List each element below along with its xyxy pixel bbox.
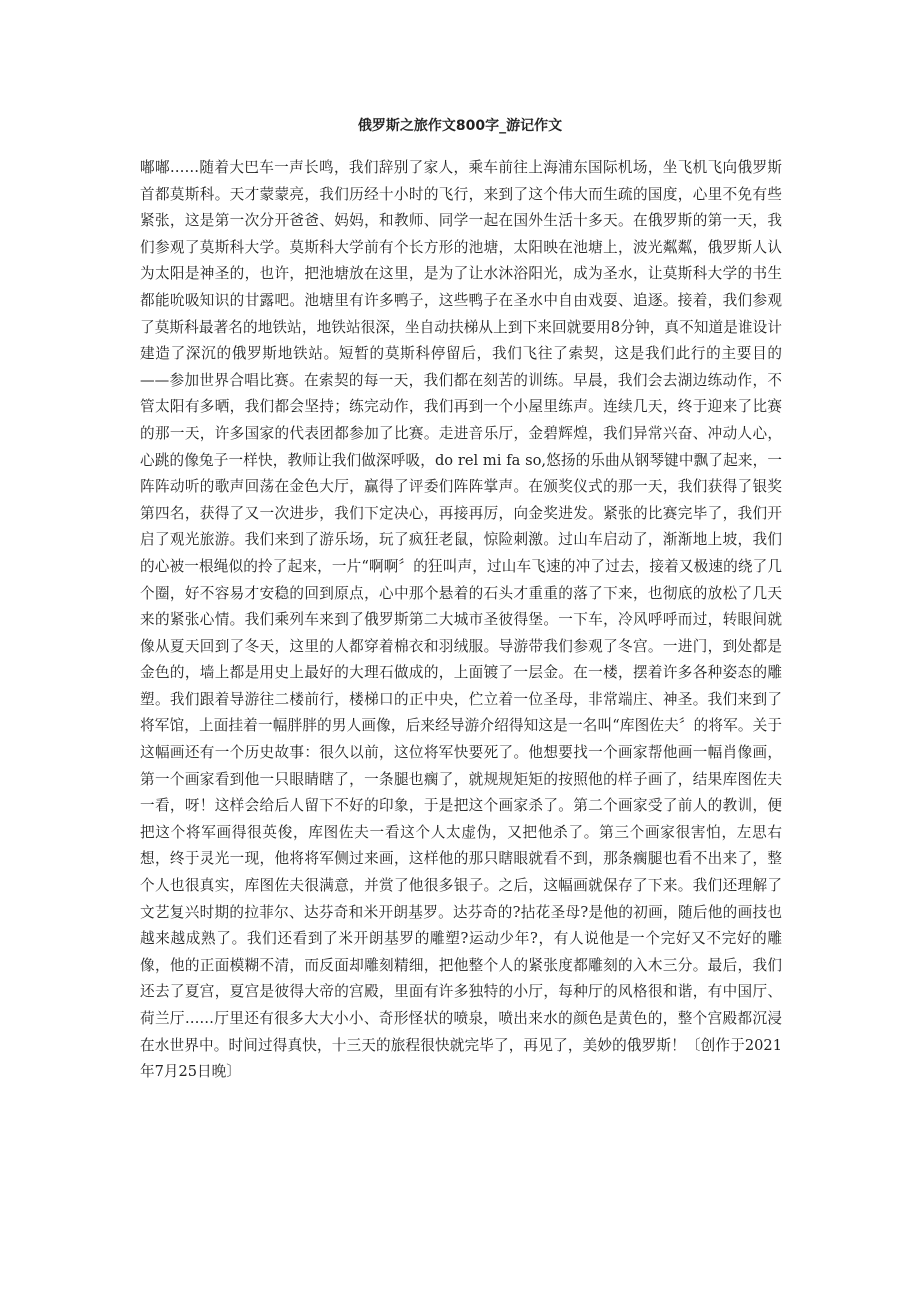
- document-title: 俄罗斯之旅作文800字_游记作文: [357, 118, 563, 134]
- document-body-paragraph: 嘟嘟……随着大巴车一声长鸣，我们辞别了家人，乘车前往上海浦东国际机场，坐飞机飞向俄罗斯首都莫斯科。天才蒙蒙亮，我们历经十小时的飞行，来到了这个伟大而生疏的国度，心里不免有些紧张，这是第一次分开爸爸、妈妈，和教师、同学一起在国外生活十多天。在俄罗斯的第一天，我们参观了莫斯科大学。莫斯科大学前有个长方形的池塘，太阳映在池塘上，波光粼粼，俄罗斯人认为太阳是神圣的，也许，把池塘放在这里，是为了让水沐浴阳光，成为圣水，让莫斯科大学的书生都能吮吸知识的甘露吧。池塘里有许多鸭子，这些鸭子在圣水中自由戏耍、追逐。接着，我们参观了莫斯科最著名的地铁站，地铁站很深，坐自动扶梯从上到下来回就要用8分钟，真不知道是谁设计建造了深沉的俄罗斯地铁站。短暂的莫斯科停留后，我们飞往了索契，这是我们此行的主要目的——参加世界合唱比赛。在索契的每一天，我们都在刻苦的训练。早晨，我们会去湖边练动作，不管太阳有多晒，我们都会坚持；练完动作，我们再到一个小屋里练声。连续几天，终于迎来了比赛的那一天，许多国家的代表团都参加了比赛。走进音乐厅，金碧辉煌，我们异常兴奋、冲动人心，心跳的像兔子一样快，教师让我们做深呼吸，do rel mi fa so,悠扬的乐曲从钢琴键中飘了起来，一阵阵动听的歌声回荡在金色大厅，赢得了评委们阵阵掌声。在颁奖仪式的那一天，我们获得了银奖第四名，获得了又一次进步，我们下定决心，再接再厉，向金奖进发。紧张的比赛完毕了，我们开启了观光旅游。我们来到了游乐场，玩了疯狂老鼠，惊险刺激。过山车启动了，渐渐地上坡，我们的心被一根绳似的拎了起来，一片“啊啊〞的狂叫声，过山车飞速的冲了过去，接着又极速的绕了几个圈，好不容易才安稳的回到原点，心中那个悬着的石头才重重的落了下来，也彻底的放松了几天来的紧张心情。我们乘列车来到了俄罗斯第二大城市圣彼得堡。一下车，冷风呼呼而过，转眼间就像从夏天回到了冬天，这里的人都穿着棉衣和羽绒服。导游带我们参观了冬宫。一进门，到处都是金色的，墙上都是用史上最好的大理石做成的，上面镀了一层金。在一楼，摆着许多各种姿态的雕塑。我们跟着导游往二楼前行，楼梯口的正中央，伫立着一位圣母，非常端庄、神圣。我们来到了将军馆，上面挂着一幅胖胖的男人画像，后来经导游介绍得知这是一名叫“库图佐夫〞的将军。关于这幅画还有一个历史故事：很久以前，这位将军快要死了。他想要找一个画家帮他画一幅肖像画，第一个画家看到他一只眼睛瞎了，一条腿也瘸了，就规规矩矩的按照他的样子画了，结果库图佐夫一看，呀！这样会给后人留下不好的印象，于是把这个画家杀了。第二个画家受了前人的教训，便把这个将军画得很英俊，库图佐夫一看这个人太虚伪，又把他杀了。第三个画家很害怕，左思右想，终于灵光一现，他将将军侧过来画，这样他的那只瞎眼就看不到，那条瘸腿也看不出来了，整个人也很真实，库图佐夫很满意，并赏了他很多银子。之后，这幅画就保存了下来。我们还理解了文艺复兴时期的拉菲尔、达芬奇和米开朗基罗。达芬奇的?拈花圣母?是他的初画，随后他的画技也越来越成熟了。我们还看到了米开朗基罗的雕塑?运动少年?，有人说他是一个完好又不完好的雕像，他的正面模糊不清，而反面却雕刻精细，把他整个人的紧张度都雕刻的入木三分。最后，我们还去了夏宫，夏宫是彼得大帝的宫殿，里面有许多独特的小厅，每种厅的风格很和谐，有中国厅、荷兰厅……厅里还有很多大大小小、奇形怪状的喷泉，喷出来水的颜色是黄色的，整个宫殿都沉浸在水世界中。时间过得真快，十三天的旅程很快就完毕了，再见了，美妙的俄罗斯！〔创作于2021年7月25日晚〕: [140, 159, 782, 1081]
